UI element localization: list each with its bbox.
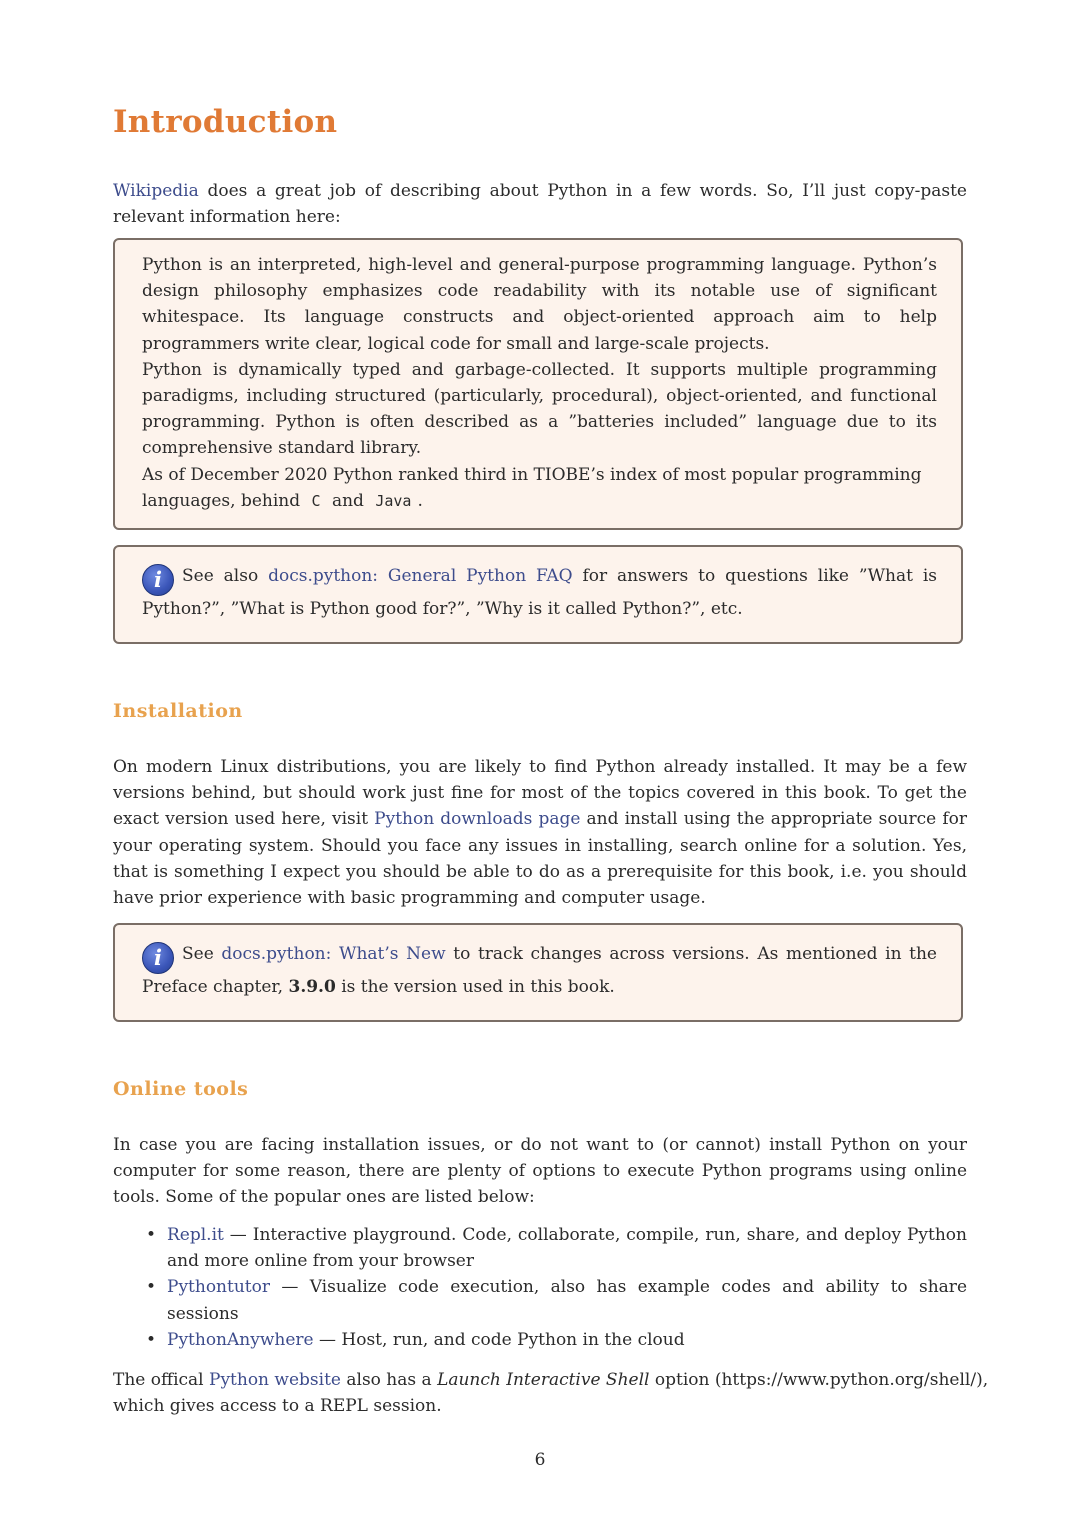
replit-link[interactable]: Repl.it (167, 1225, 224, 1245)
note-box-whats-new (113, 923, 963, 1022)
info-icon: i (142, 942, 174, 974)
installation-pre: On modern Linux distributions, you are likely to find Python already installed. It may be a few versions behind, but should work just fine for most of the topics covered in this book. To get the exact version used here, visit (113, 757, 967, 830)
launch-shell-text: Launch Interactive Shell (437, 1370, 650, 1390)
faq-link[interactable]: docs.python: General Python FAQ (268, 566, 573, 586)
list-item: • PythonAnywhere — Host, run, and code Python in the cloud (146, 1329, 685, 1350)
tool-desc: — Visualize code execution, also has example codes and ability to share sessions (167, 1277, 967, 1324)
quote-p3-text: As of December 2020 Python ranked third in TIOBE’s index of most popular programming languages, behind (142, 464, 922, 511)
wikipedia-link[interactable]: Wikipedia (113, 181, 199, 201)
closing-paragraph (113, 1367, 1023, 1419)
tool-desc: — Interactive playground. Code, collaborate, compile, run, share, and deploy Python and more online from your browser (167, 1225, 967, 1272)
closing-post: option (https://www.python.org/shell/), which gives access to a REPL session. (113, 1370, 989, 1417)
note-box-faq (113, 545, 963, 644)
list-item: • Repl.it — Interactive playground. Code, collaborate, compile, run, share, and deploy Python and more online from your browser (146, 1225, 967, 1272)
code-java: Java (375, 491, 412, 510)
note-faq-pre: See also (182, 566, 269, 586)
quote-p3-and: and (331, 490, 364, 511)
quote-paragraph-2: Python is dynamically typed and garbage-collected. It supports multiple programming paradigms, including structured (particularly, procedural), object-oriented, and functional programming. Python is often described as a ”batteries included” language due to its comprehensive standard library. (142, 359, 937, 459)
heading-online-tools: Online tools (113, 1078, 249, 1100)
tools-list (113, 1222, 967, 1353)
note-faq-text (142, 563, 937, 622)
installation-post: and install using the appropriate source for your operating system. Should you face any issues in installing, search online for a solution. Yes, that is something I expect you should be able to do as a prerequisite for this book, i.e. you should have prior experience with basic programming and computer usage. (113, 809, 967, 909)
online-tools-intro: In case you are facing installation issues, or do not want to (or cannot) install Python on your computer for some reason, there are plenty of options to execute Python programs using online tools. Some of the popular ones are listed below: (113, 1135, 967, 1208)
note-faq-post: for answers to questions like ”What is Python?”, ”What is Python good for?”, ”Why is it called Python?”, etc. (142, 566, 938, 619)
heading-introduction: Introduction (113, 104, 338, 140)
quote-p3-end: . (417, 490, 423, 511)
whats-new-link[interactable]: docs.python: What’s New (221, 944, 446, 964)
note-whats-new-post: is the version used in this book. (335, 977, 615, 997)
page-number: 6 (534, 1450, 546, 1470)
pythonanywhere-link[interactable]: PythonAnywhere (167, 1329, 314, 1350)
closing-mid: also has a (340, 1370, 438, 1390)
info-icon: i (142, 564, 174, 596)
python-website-link[interactable]: Python website (209, 1370, 341, 1390)
quote-paragraph-3 (142, 462, 937, 514)
quote-paragraph-1: Python is an interpreted, high-level and general-purpose programming language. Python’s design philosophy emphasizes code readability with its notable use of significant whitespace. Its language constructs and object-oriented approach aim to help programmers write clear, logical code for small and large-scale projects. (142, 255, 937, 354)
pythontutor-link[interactable]: Pythontutor (167, 1277, 270, 1298)
note-whats-new-mid: to track changes across versions. As mentioned in the Preface chapter, (142, 944, 937, 997)
note-whats-new-text (142, 941, 937, 1000)
installation-paragraph (113, 754, 967, 911)
version-number: 3.9.0 (288, 977, 336, 997)
closing-pre: The offical (113, 1370, 209, 1390)
code-c: C (311, 491, 321, 510)
heading-installation: Installation (113, 700, 243, 722)
python-downloads-link[interactable]: Python downloads page (374, 809, 581, 830)
list-item: • Pythontutor — Visualize code execution, also has example codes and ability to share sessions (146, 1277, 967, 1324)
quote-box (113, 238, 963, 530)
note-whats-new-pre: See (182, 944, 222, 964)
intro-paragraph (113, 178, 967, 230)
intro-text: does a great job of describing about Python in a few words. So, I’ll just copy-paste relevant information here: (113, 181, 967, 228)
tool-desc: — Host, run, and code Python in the cloud (313, 1329, 685, 1350)
